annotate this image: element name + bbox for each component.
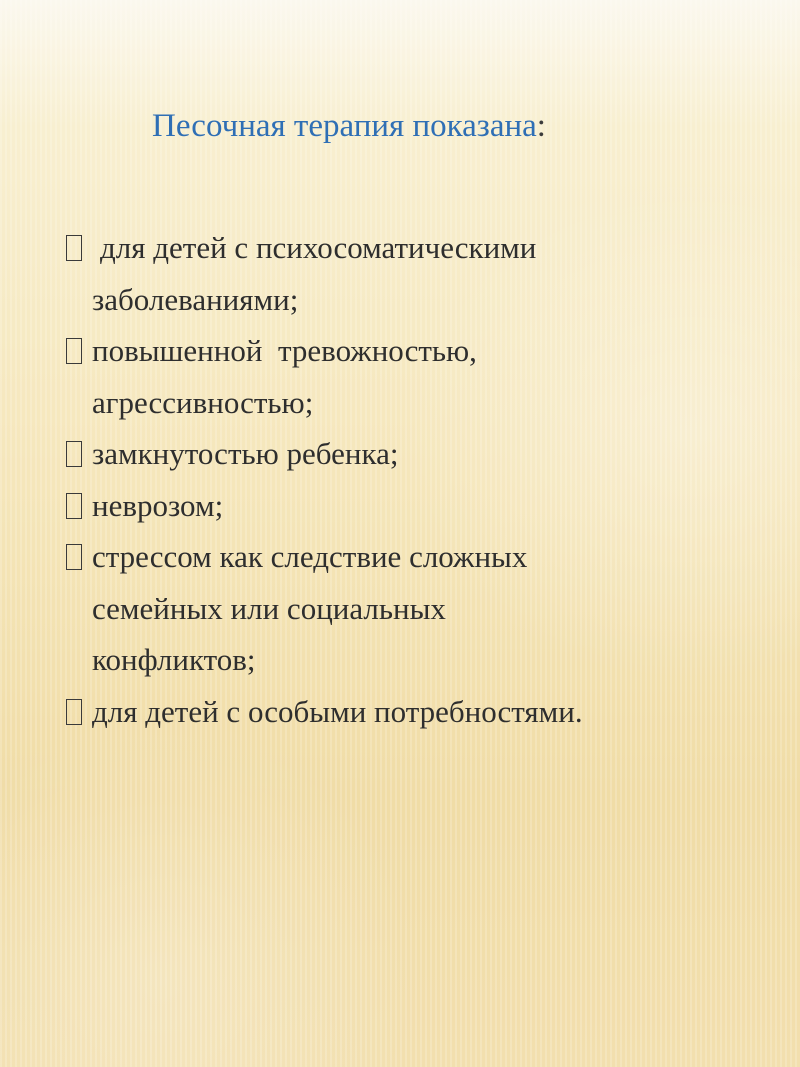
list-item-line: для детей с психосоматическими (100, 230, 537, 265)
slide-title (152, 108, 546, 145)
slide-title-text: Песочная терапия показана (152, 108, 537, 144)
list-item-line: неврозом; (92, 487, 224, 523)
list-item-line: конфликтов; (92, 642, 256, 677)
list-item (62, 325, 762, 428)
bullet-box-icon (66, 699, 82, 725)
indication-list (62, 222, 762, 737)
list-item-line: агрессивностью; (92, 384, 314, 420)
bullet-box-icon (66, 493, 82, 519)
list-item (62, 686, 762, 738)
list-item-line: заболеваниями; (92, 281, 299, 317)
list-item (62, 428, 762, 480)
list-item (62, 480, 762, 532)
bullet-box-icon (66, 441, 82, 467)
list-item (62, 222, 762, 325)
bullet-box-icon (66, 235, 82, 261)
list-item-line: для детей с особыми потребностями. (92, 693, 583, 729)
bullet-box-icon (66, 544, 82, 570)
slide-title-colon: : (536, 108, 546, 144)
list-item-line: семейных или социальных (92, 590, 446, 626)
list-item (62, 531, 762, 686)
list-item-line: стрессом как следствие сложных (92, 539, 528, 574)
list-item-line: повышенной тревожностью, (92, 333, 477, 368)
list-item-line: замкнутостью ребенка; (92, 436, 399, 471)
bullet-box-icon (66, 338, 82, 364)
